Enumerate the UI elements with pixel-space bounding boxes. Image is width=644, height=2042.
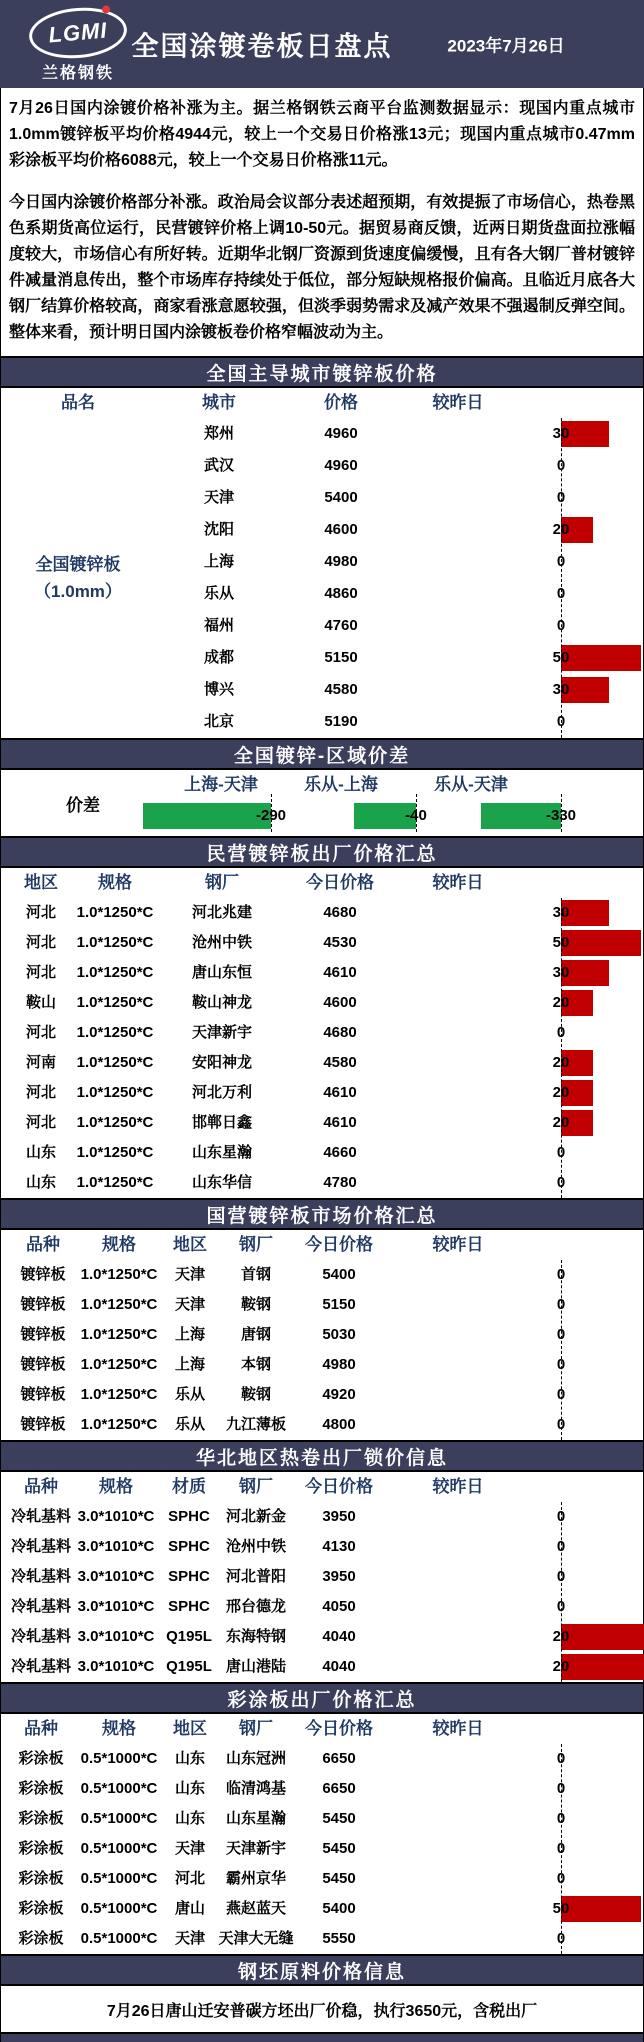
column-header: 材质 [172, 1477, 206, 1496]
table-cell: 5030 [322, 1326, 356, 1343]
column-header: 钢厂 [205, 873, 239, 892]
delta-value: 0 [556, 1870, 566, 1887]
table-cell: 彩涂板 [18, 1930, 64, 1947]
table-cell: 山东华信 [191, 1174, 253, 1191]
column-header: 规格 [98, 873, 132, 892]
table-cell: 4960 [324, 457, 358, 474]
column-header: 较昨日 [432, 1235, 484, 1254]
table-cell: 4980 [322, 1356, 356, 1373]
table-cell: 上海 [203, 553, 235, 570]
pricediff-label: 价差 [66, 795, 100, 815]
table-cell: 4920 [322, 1386, 356, 1403]
delta-bar [561, 645, 641, 671]
column-header: 较昨日 [432, 393, 484, 412]
table-header-row [1, 388, 643, 418]
table-cell: 山东 [174, 1780, 206, 1797]
table-row [1, 988, 643, 1018]
table-row [1, 1532, 643, 1562]
delta-value: 0 [556, 617, 566, 634]
table-row [1, 1924, 643, 1954]
table-row [1, 1502, 643, 1532]
table-cell: 福州 [203, 617, 235, 634]
table-cell: 霸州京华 [225, 1870, 287, 1887]
table-cell: 彩涂板 [18, 1780, 64, 1797]
delta-value: 20 [552, 521, 570, 538]
table-row [1, 1138, 643, 1168]
section-title-bar: 全国主导城市镀锌板价格 [1, 356, 643, 388]
table-cell: 5190 [324, 713, 358, 730]
table-row [1, 1744, 643, 1774]
delta-bar [561, 1624, 644, 1650]
section-title-bar: 华北地区热卷出厂锁价信息 [1, 1440, 643, 1472]
table-cell: 天津 [174, 1296, 206, 1313]
market-summary [1, 88, 643, 356]
table-row [1, 1834, 643, 1864]
pricediff-value: -40 [405, 807, 427, 824]
product-merge-label [34, 418, 122, 738]
delta-value: 0 [556, 1174, 566, 1191]
column-header: 今日价格 [305, 1477, 373, 1496]
column-header: 规格 [99, 1477, 133, 1496]
table-cell: 沧州中铁 [191, 934, 253, 951]
table-cell: 5450 [322, 1840, 356, 1857]
table-cell: 河北 [174, 1870, 206, 1887]
table-cell: SPHC [168, 1508, 210, 1525]
delta-value: 0 [556, 585, 566, 602]
table-cell: 唐山港陆 [225, 1658, 287, 1675]
table-cell: 5150 [324, 649, 358, 666]
table-cell: 上海 [174, 1356, 206, 1373]
table-cell: 1.0*1250*C [76, 1114, 154, 1131]
table-cell: 山东星瀚 [191, 1144, 253, 1161]
table-cell: 天津新宇 [191, 1024, 253, 1041]
table-cell: 4600 [324, 521, 358, 538]
table-cell: 冷轧基料 [10, 1598, 72, 1615]
table-cell: 3950 [322, 1508, 356, 1525]
table-row [1, 1804, 643, 1834]
table-cell: 6650 [322, 1750, 356, 1767]
table-cell: 4660 [323, 1144, 357, 1161]
table-row [1, 1078, 643, 1108]
table-cell: 山东 [174, 1750, 206, 1767]
section-title-bar: 民营镀锌板出厂价格汇总 [1, 836, 643, 868]
table-cell: 4860 [324, 585, 358, 602]
report-sheet [0, 88, 644, 2042]
table-cell: 镀锌板 [20, 1416, 66, 1433]
column-header: 规格 [102, 1719, 136, 1738]
table-cell: 0.5*1000*C [80, 1750, 158, 1767]
table-cell: 4610 [323, 1084, 357, 1101]
delta-value: 0 [556, 1386, 566, 1403]
table-cell: 4600 [323, 994, 357, 1011]
table-cell: 上海 [174, 1326, 206, 1343]
table-body [1, 418, 643, 738]
table-cell: 彩涂板 [18, 1810, 64, 1827]
table-cell: 天津大无缝 [218, 1930, 294, 1947]
table-cell: 鞍钢 [240, 1386, 272, 1403]
delta-value: 0 [556, 1840, 566, 1857]
footer-strip [1, 2032, 643, 2042]
table-cell: 4760 [324, 617, 358, 634]
table-cell: 4580 [323, 1054, 357, 1071]
section-title-bar: 全国镀锌-区域价差 [1, 738, 643, 770]
table-cell: 河南 [25, 1054, 57, 1071]
delta-value: 20 [552, 1054, 570, 1071]
table-cell: 天津新宇 [225, 1840, 287, 1857]
delta-value: 20 [552, 994, 570, 1011]
delta-bar [561, 1654, 644, 1680]
table-cell: 鞍钢 [240, 1296, 272, 1313]
table-cell: 博兴 [203, 681, 235, 698]
table-cell: 1.0*1250*C [80, 1416, 158, 1433]
table-cell: 山东冠洲 [225, 1750, 287, 1767]
column-header: 价格 [324, 393, 358, 412]
table-cell: 彩涂板 [18, 1900, 64, 1917]
table-cell: 冷轧基料 [10, 1568, 72, 1585]
delta-value: 0 [556, 1810, 566, 1827]
table-cell: 山东 [25, 1174, 57, 1191]
table-cell: 1.0*1250*C [76, 1174, 154, 1191]
delta-value: 0 [556, 1356, 566, 1373]
table-cell: 河北 [25, 964, 57, 981]
table-cell: 武汉 [203, 457, 235, 474]
column-header: 较昨日 [432, 873, 484, 892]
table-cell: 鞍山神龙 [191, 994, 253, 1011]
table-cell: 4530 [323, 934, 357, 951]
table-cell: 1.0*1250*C [76, 934, 154, 951]
table-cell: 冷轧基料 [10, 1628, 72, 1645]
delta-value: 0 [556, 1508, 566, 1525]
column-header: 钢厂 [239, 1235, 273, 1254]
pricediff-bar [143, 803, 271, 829]
table-row [1, 1290, 643, 1320]
column-header: 地区 [24, 873, 58, 892]
table-cell: 4680 [323, 904, 357, 921]
delta-value: 0 [556, 553, 566, 570]
table-row [1, 1320, 643, 1350]
table-cell: 郑州 [203, 425, 235, 442]
delta-value: 20 [552, 1084, 570, 1101]
table-cell: 河北万利 [191, 1084, 253, 1101]
table-cell: 3.0*1010*C [77, 1568, 155, 1585]
report-date: 2023年7月26日 [447, 36, 565, 56]
table-cell: 临清鸿基 [225, 1780, 287, 1797]
table-cell: 河北 [25, 1114, 57, 1131]
delta-value: 0 [556, 1296, 566, 1313]
table-cell: 河北 [25, 1084, 57, 1101]
pricediff-value: -290 [255, 807, 287, 824]
table-cell: 北京 [203, 713, 235, 730]
delta-value: 0 [556, 1780, 566, 1797]
table-cell: 彩涂板 [18, 1870, 64, 1887]
table-cell: 1.0*1250*C [76, 1144, 154, 1161]
table-row [1, 1410, 643, 1440]
delta-value: 30 [552, 681, 570, 698]
table-cell: 乐从 [174, 1386, 206, 1403]
delta-value: 0 [556, 1598, 566, 1615]
table-cell: 5400 [322, 1266, 356, 1283]
table-cell: 3.0*1010*C [77, 1508, 155, 1525]
table-body [1, 898, 643, 1198]
table-cell: 燕赵蓝天 [225, 1900, 287, 1917]
table-cell: SPHC [168, 1598, 210, 1615]
column-header: 品种 [26, 1235, 60, 1254]
table-cell: 邯郸日鑫 [191, 1114, 253, 1131]
table-cell: 0.5*1000*C [80, 1840, 158, 1857]
table-cell: 4980 [324, 553, 358, 570]
table-cell: 九江薄板 [225, 1416, 287, 1433]
table-cell: 4130 [322, 1538, 356, 1555]
pricediff-value: -330 [545, 807, 577, 824]
delta-value: 0 [556, 1416, 566, 1433]
table-cell: 1.0*1250*C [76, 994, 154, 1011]
table-cell: 1.0*1250*C [76, 1084, 154, 1101]
billet-price-text: 7月26日唐山迁安普碳方坯出厂价稳，执行3650元，含税出厂 [106, 2002, 538, 2020]
table-cell: 1.0*1250*C [76, 964, 154, 981]
delta-value: 30 [552, 425, 570, 442]
table-cell: 3950 [322, 1568, 356, 1585]
logo-subtitle: 兰格钢铁 [41, 65, 114, 82]
table-cell: 河北 [25, 1024, 57, 1041]
table-cell: 1.0*1250*C [80, 1386, 158, 1403]
table-cell: 唐山东恒 [191, 964, 253, 981]
delta-value: 0 [556, 1568, 566, 1585]
delta-value: 20 [552, 1628, 570, 1645]
pricediff-column-header: 乐从-天津 [434, 775, 508, 794]
table-row [1, 1260, 643, 1290]
table-cell: 1.0*1250*C [80, 1326, 158, 1343]
table-row [1, 928, 643, 958]
merge-label-line2: （1.0mm） [34, 582, 122, 601]
table-row [1, 1864, 643, 1894]
column-header: 规格 [102, 1235, 136, 1254]
table-cell: 4040 [322, 1658, 356, 1675]
section-title-bar: 国营镀锌板市场价格汇总 [1, 1198, 643, 1230]
table-cell: 山东 [174, 1810, 206, 1827]
table-row [1, 1894, 643, 1924]
table-cell: 5550 [322, 1930, 356, 1947]
table-cell: 0.5*1000*C [80, 1780, 158, 1797]
table-cell: 冷轧基料 [10, 1658, 72, 1675]
table-cell: 天津 [174, 1930, 206, 1947]
delta-value: 0 [556, 489, 566, 506]
delta-value: 0 [556, 1750, 566, 1767]
column-header: 今日价格 [306, 873, 374, 892]
table-cell: 1.0*1250*C [80, 1266, 158, 1283]
report-sections [1, 356, 643, 2032]
table-cell: 河北兆建 [191, 904, 253, 921]
delta-value: 0 [556, 1024, 566, 1041]
table-row [1, 1018, 643, 1048]
table-cell: 成都 [203, 649, 235, 666]
table-cell: 5400 [322, 1900, 356, 1917]
lange-steel-logo [20, 8, 136, 83]
table-cell: 4680 [323, 1024, 357, 1041]
table-cell: 3.0*1010*C [77, 1538, 155, 1555]
column-header: 地区 [173, 1235, 207, 1254]
table-row [1, 898, 643, 928]
table-cell: 河北普阳 [225, 1568, 287, 1585]
delta-value: 0 [556, 713, 566, 730]
table-cell: 5150 [322, 1296, 356, 1313]
table-cell: SPHC [168, 1538, 210, 1555]
delta-value: 50 [552, 649, 570, 666]
logo-red-dot-icon [102, 5, 111, 14]
table-cell: 4800 [322, 1416, 356, 1433]
table-body [1, 1744, 643, 1954]
table-cell: 唐钢 [240, 1326, 272, 1343]
pricediff-column-header: 乐从-上海 [304, 775, 378, 794]
table-cell: 沧州中铁 [225, 1538, 287, 1555]
column-header: 今日价格 [305, 1719, 373, 1738]
column-header: 较昨日 [432, 1719, 484, 1738]
delta-value: 0 [556, 457, 566, 474]
delta-value: 50 [552, 1900, 570, 1917]
summary-paragraph-2: 今日国内涂镀价格部分补涨。政治局会议部分表述超预期，有效提振了市场信心，热卷黑色系期货高位运行，民营镀锌价格上调10-50元。据贸易商反馈，近两日期货盘面拉涨幅度较大，市场信心有所好转。近期华北钢厂资源到货速度偏缓慢，且有各大钢厂普材镀锌件减量消息传出，整个市场库存持续处于低位，部分短缺规格报价偏高。且临近月底各大钢厂结算价格较高，商家看涨意愿较强，但淡季弱势需求及减产效果不强遏制反弹空间。整体来看，预计明日国内涂镀板卷价格窄幅波动为主。 [9, 194, 635, 341]
table-cell: 东海特钢 [225, 1628, 287, 1645]
table-cell: SPHC [168, 1568, 210, 1585]
table-cell: 山东 [25, 1144, 57, 1161]
logo-text: LGMI [47, 17, 109, 48]
table-cell: 河北 [25, 934, 57, 951]
table-cell: 安阳神龙 [191, 1054, 253, 1071]
delta-bar [561, 930, 641, 956]
table-row [1, 1652, 643, 1682]
delta-value: 20 [552, 1114, 570, 1131]
table-row [1, 1622, 643, 1652]
merge-label-line1: 全国镀锌板 [35, 555, 121, 574]
column-header: 钢厂 [239, 1719, 273, 1738]
table-header-row [1, 1230, 643, 1260]
pricediff-column-header: 上海-天津 [184, 775, 258, 794]
column-header: 较昨日 [432, 1477, 484, 1496]
column-header: 地区 [173, 1719, 207, 1738]
table-cell: 0.5*1000*C [80, 1870, 158, 1887]
table-cell: 4610 [323, 964, 357, 981]
column-header: 今日价格 [305, 1235, 373, 1254]
delta-value: 50 [552, 934, 570, 951]
table-cell: 天津 [174, 1266, 206, 1283]
pricediff-body [1, 770, 643, 836]
table-cell: 鞍山 [25, 994, 57, 1011]
table-header-row [1, 868, 643, 898]
table-row [1, 958, 643, 988]
logo-oval [27, 4, 129, 62]
table-cell: Q195L [166, 1628, 212, 1645]
table-cell: 3.0*1010*C [77, 1598, 155, 1615]
column-header: 钢厂 [239, 1477, 273, 1496]
column-header: 品种 [24, 1719, 58, 1738]
table-header-row [1, 1714, 643, 1744]
table-cell: 4610 [323, 1114, 357, 1131]
table-cell: 4780 [323, 1174, 357, 1191]
table-cell: 镀锌板 [20, 1266, 66, 1283]
table-cell: 1.0*1250*C [76, 1024, 154, 1041]
section-title-bar: 彩涂板出厂价格汇总 [1, 1682, 643, 1714]
delta-value: 30 [552, 964, 570, 981]
table-cell: 彩涂板 [18, 1750, 64, 1767]
table-cell: 天津 [174, 1840, 206, 1857]
table-cell: 1.0*1250*C [80, 1356, 158, 1373]
table-row [1, 1350, 643, 1380]
table-cell: 天津 [203, 489, 235, 506]
delta-value: 20 [552, 1658, 570, 1675]
column-header: 品种 [24, 1477, 58, 1496]
table-cell: Q195L [166, 1658, 212, 1675]
table-cell: 山东星瀚 [225, 1810, 287, 1827]
column-header: 品名 [61, 393, 95, 412]
table-cell: 乐从 [203, 585, 235, 602]
table-row [1, 1562, 643, 1592]
table-cell: 4960 [324, 425, 358, 442]
table-cell: 4050 [322, 1598, 356, 1615]
table-cell: 镀锌板 [20, 1386, 66, 1403]
table-row [1, 1592, 643, 1622]
table-cell: 镀锌板 [20, 1356, 66, 1373]
table-cell: 1.0*1250*C [80, 1296, 158, 1313]
table-cell: 冷轧基料 [10, 1538, 72, 1555]
table-row [1, 1108, 643, 1138]
table-row [1, 1380, 643, 1410]
table-row [1, 1168, 643, 1198]
delta-value: 0 [556, 1930, 566, 1947]
table-cell: 4040 [322, 1628, 356, 1645]
table-cell: 唐山 [174, 1900, 206, 1917]
table-cell: 0.5*1000*C [80, 1810, 158, 1827]
table-cell: 沈阳 [203, 521, 235, 538]
table-cell: 6650 [322, 1780, 356, 1797]
table-cell: 彩涂板 [18, 1840, 64, 1857]
table-cell: 3.0*1010*C [77, 1658, 155, 1675]
table-cell: 乐从 [174, 1416, 206, 1433]
table-header-row [1, 1472, 643, 1502]
table-cell: 5400 [324, 489, 358, 506]
table-cell: 首钢 [240, 1266, 272, 1283]
table-cell: 4580 [324, 681, 358, 698]
table-cell: 邢台德龙 [225, 1598, 287, 1615]
column-header: 城市 [202, 393, 236, 412]
table-cell: 河北 [25, 904, 57, 921]
delta-value: 30 [552, 904, 570, 921]
delta-value: 0 [556, 1144, 566, 1161]
table-cell: 1.0*1250*C [76, 904, 154, 921]
table-cell: 0.5*1000*C [80, 1900, 158, 1917]
table-row [1, 1048, 643, 1078]
report-title: 全国涂镀卷板日盘点 [131, 31, 393, 62]
table-cell: 5450 [322, 1870, 356, 1887]
table-body [1, 1502, 643, 1682]
table-cell: 1.0*1250*C [76, 1054, 154, 1071]
table-cell: 5450 [322, 1810, 356, 1827]
delta-value: 0 [556, 1326, 566, 1343]
table-cell: 镀锌板 [20, 1326, 66, 1343]
section-title-bar: 钢坯原料价格信息 [1, 1954, 643, 1986]
table-body [1, 1260, 643, 1440]
table-cell: 镀锌板 [20, 1296, 66, 1313]
table-cell: 河北新金 [225, 1508, 287, 1525]
table-row [1, 1774, 643, 1804]
delta-value: 0 [556, 1266, 566, 1283]
table-cell: 冷轧基料 [10, 1508, 72, 1525]
header-banner [0, 0, 644, 88]
summary-paragraph-1: 7月26日国内涂镀价格补涨为主。据兰格钢铁云商平台监测数据显示：现国内重点城市1.0mm镀锌板平均价格4944元，较上一个交易日价格涨13元；现国内重点城市0.47mm彩涂板平均价格6088元，较上一个交易日价格涨11元。 [9, 100, 635, 169]
delta-value: 0 [556, 1538, 566, 1555]
table-cell: 3.0*1010*C [77, 1628, 155, 1645]
table-cell: 0.5*1000*C [80, 1930, 158, 1947]
table-cell: 本钢 [240, 1356, 272, 1373]
delta-bar [561, 1896, 641, 1922]
